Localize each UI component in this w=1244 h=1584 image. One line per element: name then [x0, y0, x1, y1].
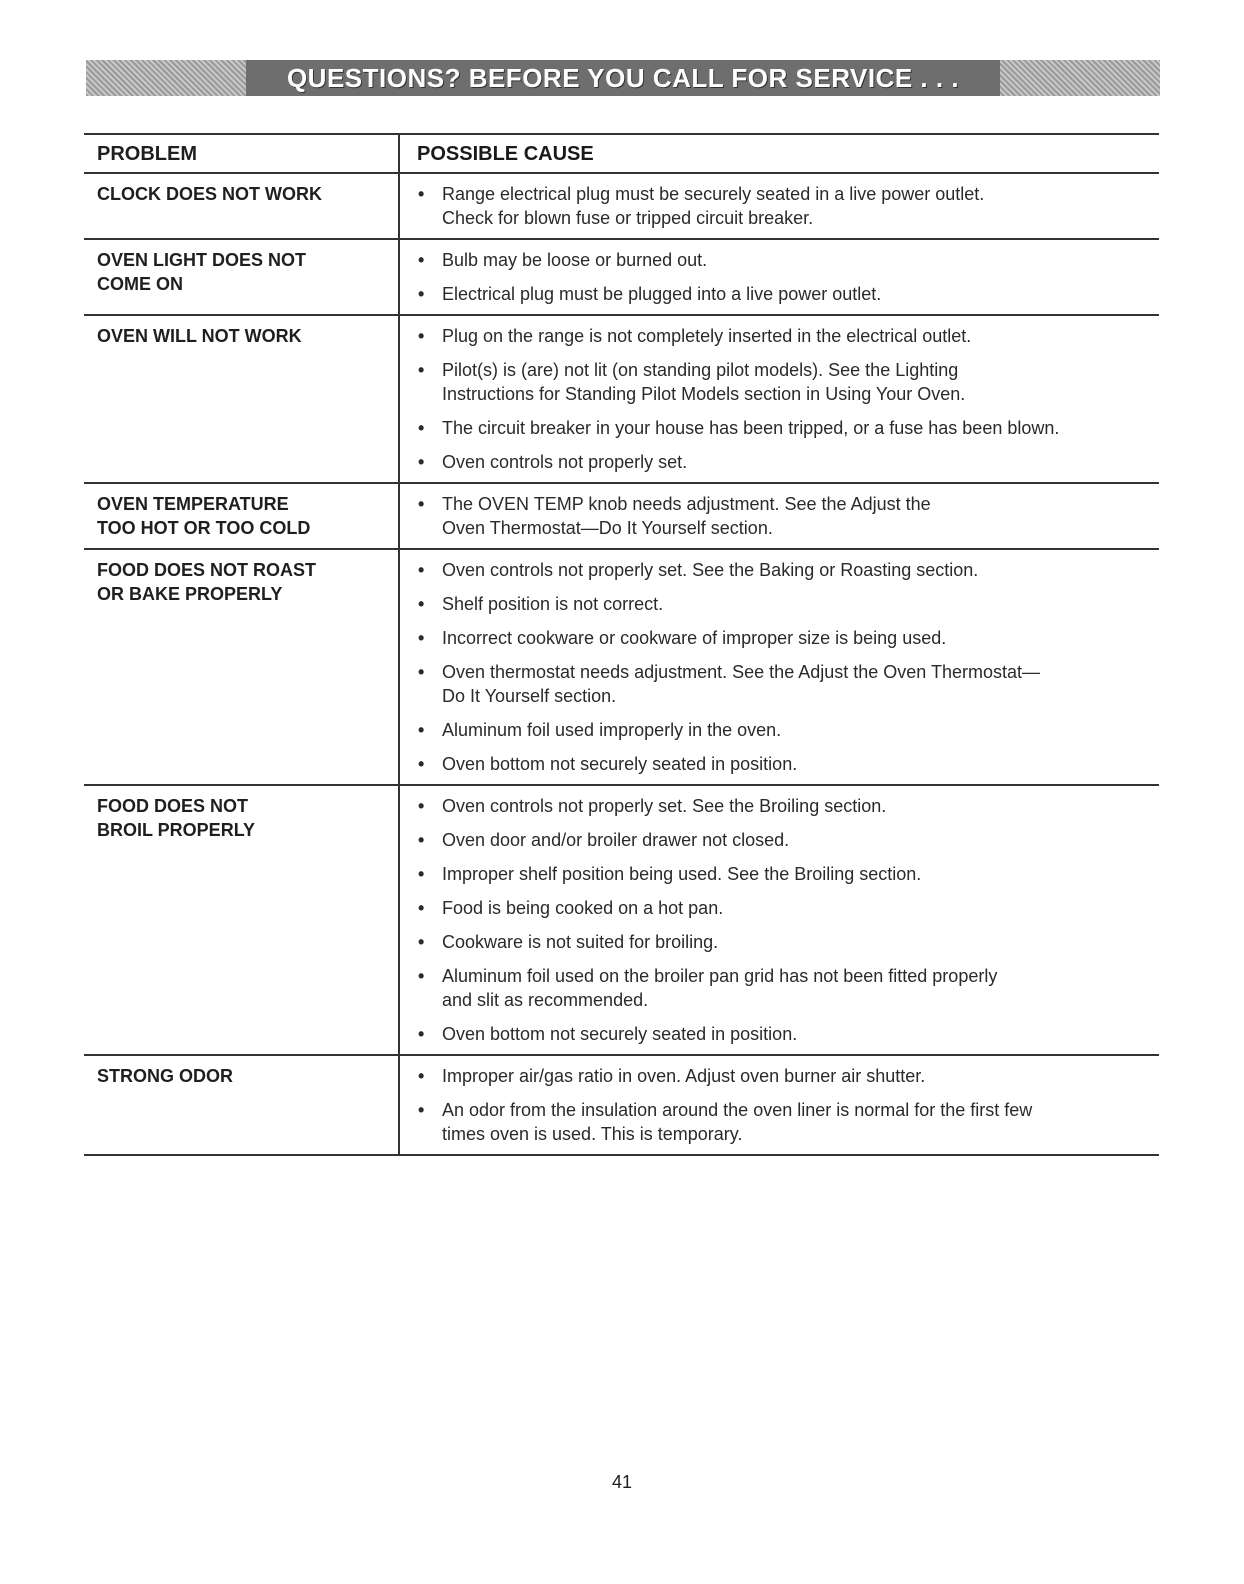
bullet-icon: • [418, 284, 425, 304]
cause-cell [400, 550, 1159, 784]
cause-cell [400, 316, 1159, 482]
cause-text: Bulb may be loose or burned out. [442, 250, 708, 270]
header-problem: PROBLEM [84, 135, 400, 172]
bullet-icon: • [418, 184, 425, 204]
problem-cell: FOOD DOES NOT BROIL PROPERLY [84, 786, 400, 1054]
cause-item [418, 1022, 1149, 1046]
cause-text: Oven controls not properly set. See the Baking or Roasting section. [442, 560, 979, 580]
cause-item [418, 416, 1149, 440]
bullet-icon: • [418, 594, 425, 614]
problem-cell: STRONG ODOR [84, 1056, 400, 1154]
bullet-icon: • [418, 720, 425, 740]
cause-item [418, 492, 1149, 540]
table-row [84, 316, 1159, 484]
bullet-icon: • [418, 754, 425, 774]
section-banner [86, 60, 1160, 96]
table-row [84, 550, 1159, 786]
cause-text: Aluminum foil used improperly in the oven. [442, 720, 782, 740]
cause-text: Plug on the range is not completely inserted in the electrical outlet. [442, 326, 972, 346]
cause-item [418, 324, 1149, 348]
cause-text: Aluminum foil used on the broiler pan grid has not been fitted properly and slit as recommended. [442, 966, 998, 1010]
cause-cell [400, 174, 1159, 238]
cause-item [418, 1064, 1149, 1088]
bullet-icon: • [418, 418, 425, 438]
cause-item [418, 752, 1149, 776]
cause-cell [400, 484, 1159, 548]
cause-text: Cookware is not suited for broiling. [442, 932, 719, 952]
cause-text: An odor from the insulation around the oven liner is normal for the first few times oven is used. This is temporary. [442, 1100, 1033, 1144]
header-possible-cause: POSSIBLE CAUSE [417, 143, 594, 165]
cause-text: Oven controls not properly set. [442, 452, 688, 472]
problem-cell: CLOCK DOES NOT WORK [84, 174, 400, 238]
problem-cell: OVEN TEMPERATURE TOO HOT OR TOO COLD [84, 484, 400, 548]
bullet-icon: • [418, 1066, 425, 1086]
cause-item [418, 896, 1149, 920]
cause-text: Oven bottom not securely seated in position. [442, 1024, 798, 1044]
cause-item [418, 450, 1149, 474]
bullet-icon: • [418, 898, 425, 918]
problem-cell: FOOD DOES NOT ROAST OR BAKE PROPERLY [84, 550, 400, 784]
cause-item [418, 964, 1149, 1012]
cause-item [418, 592, 1149, 616]
cause-cell [400, 1056, 1159, 1154]
cause-text: Food is being cooked on a hot pan. [442, 898, 724, 918]
cause-text: Oven door and/or broiler drawer not closed. [442, 830, 790, 850]
cause-text: Pilot(s) is (are) not lit (on standing pilot models). See the Lighting Instructions for Standing Pilot Models section in Using Your Oven. [442, 360, 966, 404]
cause-item [418, 930, 1149, 954]
cause-item [418, 660, 1149, 708]
cause-text: Range electrical plug must be securely seated in a live power outlet. Check for blown fuse or tripped circuit breaker. [442, 184, 985, 228]
table-row [84, 786, 1159, 1056]
troubleshooting-table [84, 133, 1159, 1156]
bullet-icon: • [418, 628, 425, 648]
cause-text: Improper air/gas ratio in oven. Adjust oven burner air shutter. [442, 1066, 926, 1086]
cause-item [418, 282, 1149, 306]
table-row [84, 484, 1159, 550]
cause-text: Electrical plug must be plugged into a live power outlet. [442, 284, 882, 304]
cause-text: Oven bottom not securely seated in position. [442, 754, 798, 774]
bullet-icon: • [418, 326, 425, 346]
cause-item [418, 182, 1149, 230]
cause-item [418, 248, 1149, 272]
bullet-icon: • [418, 662, 425, 682]
page-number: 41 [611, 1472, 633, 1492]
cause-text: The circuit breaker in your house has been tripped, or a fuse has been blown. [442, 418, 1060, 438]
bullet-icon: • [418, 360, 425, 380]
cause-item [418, 794, 1149, 818]
cause-text: Oven controls not properly set. See the Broiling section. [442, 796, 887, 816]
cause-text: Incorrect cookware or cookware of improper size is being used. [442, 628, 947, 648]
bullet-icon: • [418, 966, 425, 986]
cause-item [418, 626, 1149, 650]
cause-text: Shelf position is not correct. [442, 594, 664, 614]
cause-cell [400, 786, 1159, 1054]
bullet-icon: • [418, 864, 425, 884]
cause-item [418, 828, 1149, 852]
cause-text: Improper shelf position being used. See the Broiling section. [442, 864, 922, 884]
table-row [84, 174, 1159, 240]
cause-text: Oven thermostat needs adjustment. See the Adjust the Oven Thermostat— Do It Yourself section. [442, 662, 1040, 706]
bullet-icon: • [418, 452, 425, 472]
cause-item [418, 558, 1149, 582]
cause-item [418, 862, 1149, 886]
cause-item [418, 1098, 1149, 1146]
bullet-icon: • [418, 1024, 425, 1044]
bullet-icon: • [418, 1100, 425, 1120]
banner-title: QUESTIONS? BEFORE YOU CALL FOR SERVICE . . . [286, 62, 960, 93]
table-header-row [84, 135, 1159, 174]
table-row [84, 240, 1159, 316]
cause-item [418, 358, 1149, 406]
problem-cell: OVEN LIGHT DOES NOT COME ON [84, 240, 400, 314]
cause-cell [400, 240, 1159, 314]
bullet-icon: • [418, 796, 425, 816]
bullet-icon: • [418, 932, 425, 952]
problem-cell: OVEN WILL NOT WORK [84, 316, 400, 482]
table-row [84, 1056, 1159, 1156]
cause-text: The OVEN TEMP knob needs adjustment. See the Adjust the Oven Thermostat—Do It Yourself section. [442, 494, 931, 538]
bullet-icon: • [418, 560, 425, 580]
bullet-icon: • [418, 250, 425, 270]
bullet-icon: • [418, 830, 425, 850]
bullet-icon: • [418, 494, 425, 514]
cause-item [418, 718, 1149, 742]
